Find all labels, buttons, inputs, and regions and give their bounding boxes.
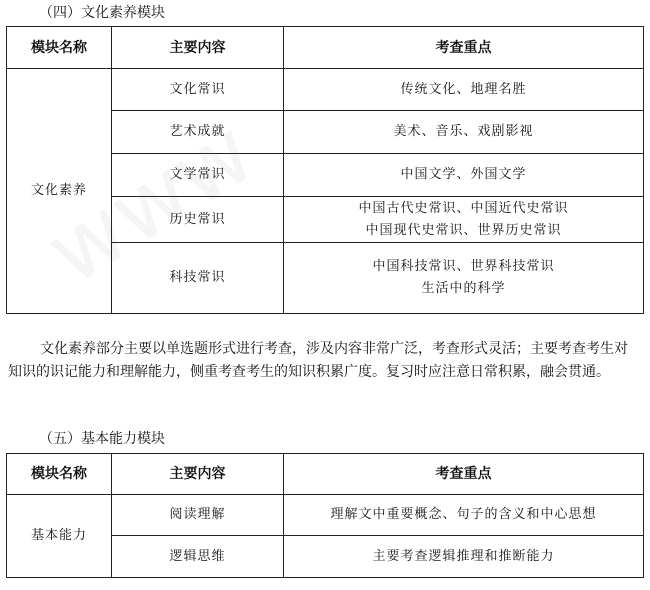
header-main-content: 主要内容 [112, 454, 284, 495]
content-cell: 阅读理解 [112, 495, 284, 536]
ability-module-table [6, 453, 644, 578]
focus-cell: 传统文化、地理名胜 [284, 69, 644, 111]
table-header-row [7, 27, 644, 69]
focus-line: 中国科技常识、世界科技常识 [372, 259, 555, 274]
header-focus: 考查重点 [284, 454, 644, 495]
module-name-cell: 基本能力 [7, 495, 112, 578]
table-row [7, 69, 644, 111]
module-name-cell: 文化素养 [7, 69, 112, 314]
table-row [7, 495, 644, 536]
focus-cell: 理解文中重要概念、句子的含义和中心思想 [284, 495, 644, 536]
focus-cell: 主要考查逻辑推理和推断能力 [284, 536, 644, 578]
header-module-name: 模块名称 [7, 454, 112, 495]
culture-module-table [6, 26, 644, 314]
section-title-ability: （五）基本能力模块 [39, 431, 165, 447]
content-cell: 文化常识 [112, 69, 284, 111]
focus-cell [284, 197, 644, 243]
table-header-row [7, 454, 644, 495]
section-title-culture: （四）文化素养模块 [39, 5, 165, 21]
content-cell: 科技常识 [112, 243, 284, 314]
header-module-name: 模块名称 [7, 27, 112, 69]
content-cell: 逻辑思维 [112, 536, 284, 578]
content-cell: 艺术成就 [112, 111, 284, 154]
focus-cell: 中国文学、外国文学 [284, 154, 644, 197]
header-focus: 考查重点 [284, 27, 644, 69]
focus-cell: 美术、音乐、戏剧影视 [284, 111, 644, 154]
focus-line: 生活中的科学 [421, 281, 506, 296]
focus-cell [284, 243, 644, 314]
content-cell: 历史常识 [112, 197, 284, 243]
culture-description: 文化素养部分主要以单选题形式进行考查，涉及内容非常广泛，考查形式灵活；主要考查考生对知识的识记能力和理解能力，侧重考查考生的知识积累广度。复习时应注意日常积累，融会贯通。 [8, 341, 628, 380]
focus-line: 中国现代史常识、世界历史常识 [365, 222, 562, 238]
header-main-content: 主要内容 [112, 27, 284, 69]
focus-line: 中国古代史常识、中国近代史常识 [358, 200, 569, 216]
content-cell: 文学常识 [112, 154, 284, 197]
